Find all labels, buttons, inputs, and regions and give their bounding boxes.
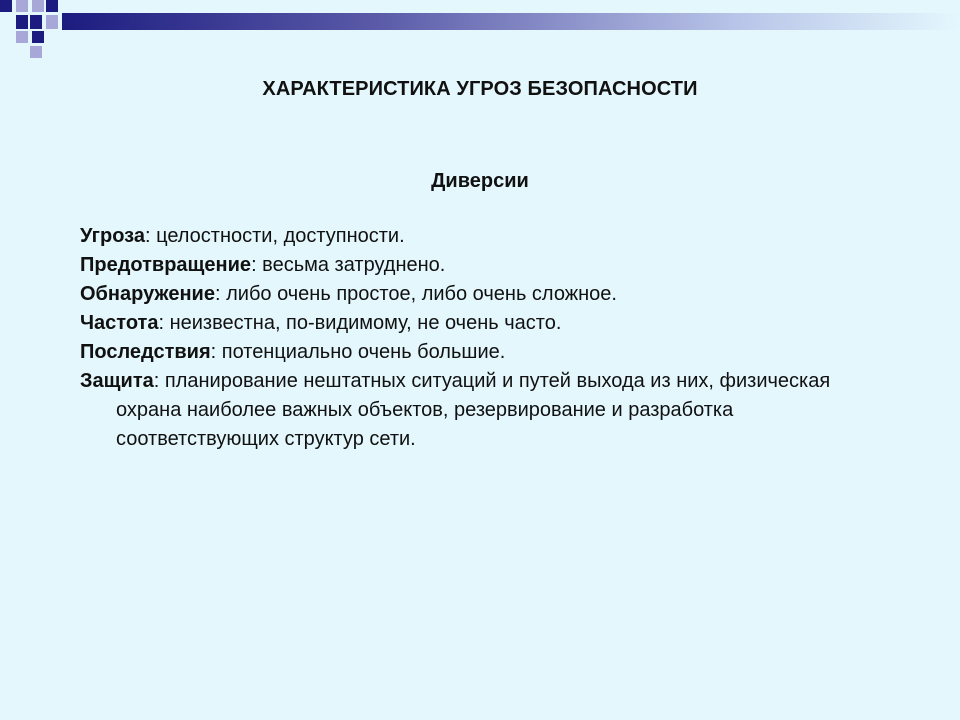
item-text: : потенциально очень большие. (210, 341, 506, 363)
decor-square (30, 15, 42, 29)
item-label: Угроза (80, 225, 145, 247)
decor-square (16, 15, 28, 29)
decor-square (30, 46, 42, 58)
decor-square (0, 0, 12, 12)
item-text: : весьма затруднено. (251, 254, 446, 276)
header-decoration-icon (0, 0, 960, 60)
item-label: Защита (80, 370, 154, 392)
item-text: : либо очень простое, либо очень сложное. (214, 283, 617, 305)
list-item (80, 309, 880, 338)
decor-square (16, 31, 28, 43)
item-label: Последствия (80, 341, 211, 363)
decor-square (46, 15, 58, 29)
section-subtitle: Диверсии (431, 170, 529, 192)
decor-square (32, 31, 44, 43)
header-gradient-band (62, 13, 960, 30)
decor-square (16, 0, 28, 12)
item-text: : целостности, доступности. (144, 225, 405, 247)
item-label: Обнаружение (80, 283, 215, 305)
list-item (80, 338, 880, 367)
list-item (80, 222, 880, 251)
slide-title: ХАРАКТЕРИСТИКА УГРОЗ БЕЗОПАСНОСТИ (262, 78, 698, 100)
threat-characteristics-list (80, 222, 880, 454)
item-text: : неизвестна, по-видимому, не очень часто. (158, 312, 562, 334)
decor-square (32, 0, 44, 12)
list-item (80, 367, 880, 454)
item-label: Предотвращение (80, 254, 252, 276)
list-item (80, 251, 880, 280)
decor-square (46, 0, 58, 12)
list-item (80, 280, 880, 309)
item-label: Частота (80, 312, 159, 334)
item-text: : планирование нештатных ситуаций и путей выхода из них, физическая охрана наиболее важных объектов, резервирование и разработка соответствующих структур сети. (116, 370, 831, 450)
